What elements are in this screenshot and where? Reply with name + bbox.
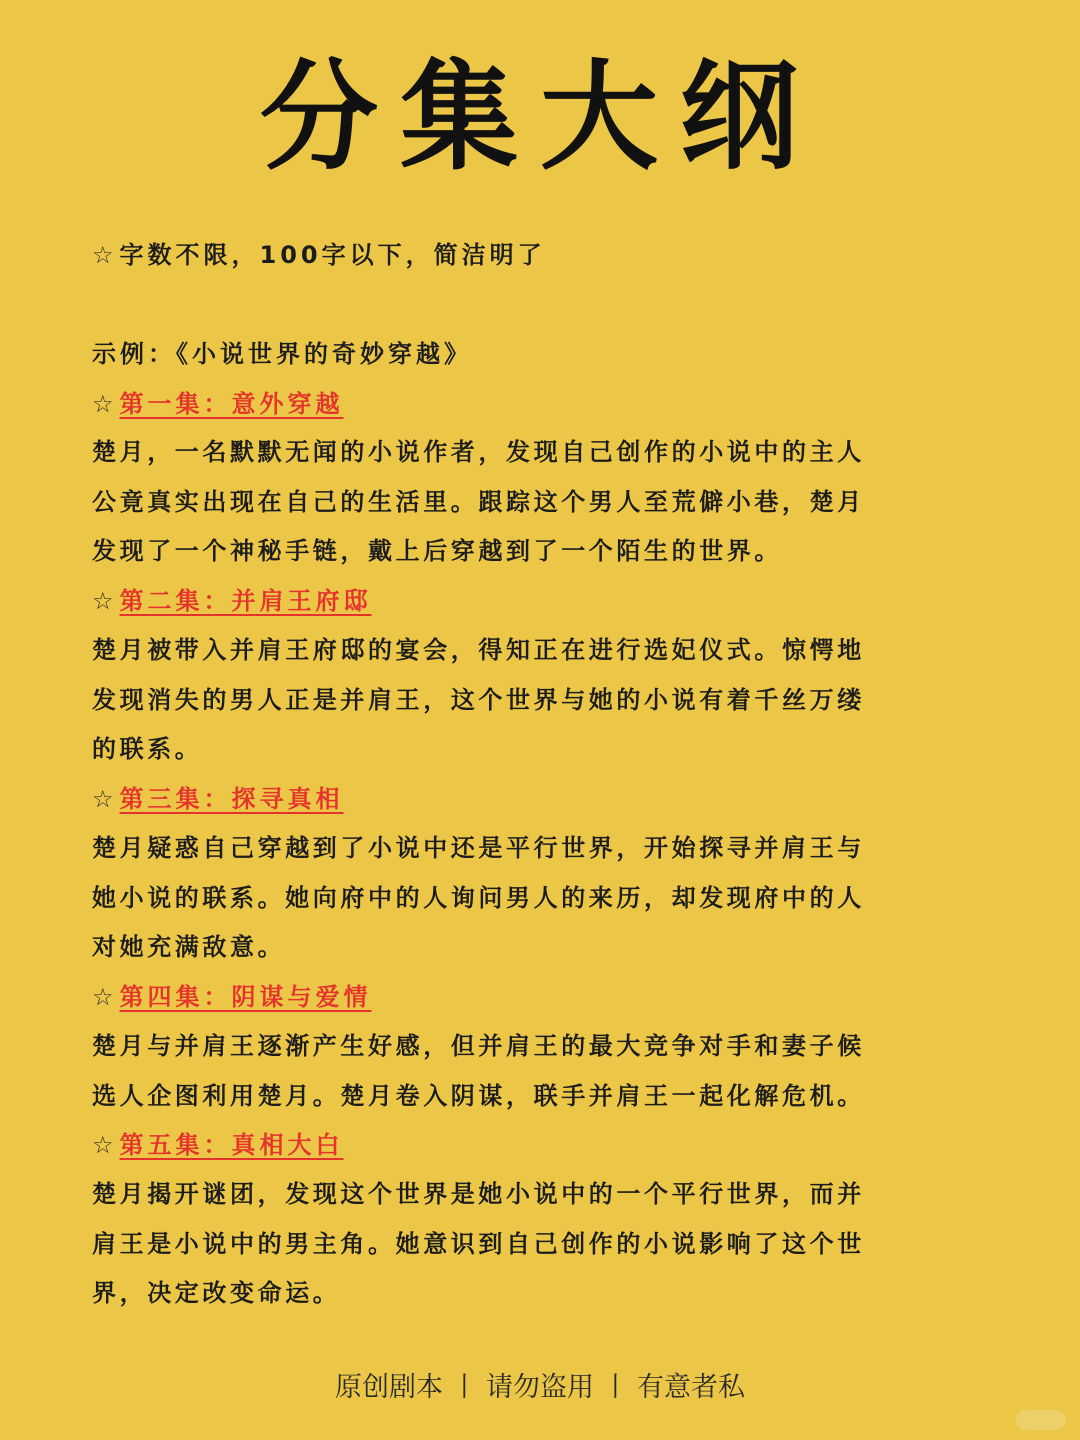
synopsis-line: 的联系。 xyxy=(92,735,203,763)
rule-line xyxy=(92,238,988,272)
episode-heading xyxy=(92,1128,988,1162)
star-icon: ☆ xyxy=(92,241,118,269)
footer-item: 请勿盗用 xyxy=(486,1372,594,1403)
star-icon: ☆ xyxy=(92,983,118,1011)
synopsis-line: 发现了一个神秘手链，戴上后穿越到了一个陌生的世界。 xyxy=(92,537,782,565)
synopsis-line: 楚月被带入并肩王府邸的宴会，得知正在进行选妃仪式。惊愕地 xyxy=(92,636,865,664)
episode-heading xyxy=(92,387,988,421)
star-icon: ☆ xyxy=(92,1131,118,1159)
footer-item: 原创剧本 xyxy=(335,1372,443,1403)
episode-heading xyxy=(92,584,988,618)
page-title: 分集大纲 xyxy=(259,48,820,186)
episode-synopsis xyxy=(92,626,992,775)
episode-title: 第二集：并肩王府邸 xyxy=(119,587,372,615)
episode-synopsis xyxy=(92,1170,992,1319)
episode-title: 第一集：意外穿越 xyxy=(119,390,344,418)
watermark-badge xyxy=(1016,1410,1066,1430)
star-icon: ☆ xyxy=(92,587,118,615)
synopsis-line: 界，决定改变命运。 xyxy=(92,1279,341,1307)
episode-heading xyxy=(92,782,988,816)
synopsis-line: 公竟真实出现在自己的生活里。跟踪这个男人至荒僻小巷，楚月 xyxy=(92,487,865,516)
synopsis-line: 楚月揭开谜团，发现这个世界是她小说中的一个平行世界，而并 xyxy=(92,1180,865,1208)
episode-title: 第三集：探寻真相 xyxy=(119,785,344,813)
footer-notice xyxy=(0,1368,1080,1408)
episode-synopsis xyxy=(92,428,992,577)
synopsis-line: 楚月疑惑自己穿越到了小说中还是平行世界，开始探寻并肩王与 xyxy=(92,834,865,862)
footer-separator: 丨 xyxy=(451,1372,478,1403)
synopsis-line: 楚月，一名默默无闻的小说作者，发现自己创作的小说中的主人 xyxy=(92,438,865,466)
synopsis-line: 她小说的联系。她向府中的人询问男人的来历，却发现府中的人 xyxy=(92,883,865,912)
star-icon: ☆ xyxy=(92,785,118,813)
footer-item: 有意者私 xyxy=(637,1372,745,1403)
episode-title: 第四集：阴谋与爱情 xyxy=(119,983,372,1011)
rule-text: 字数不限，100字以下，简洁明了 xyxy=(119,241,546,269)
episode-heading xyxy=(92,980,988,1014)
episode-synopsis xyxy=(92,1022,992,1121)
synopsis-line: 肩王是小说中的男主角。她意识到自己创作的小说影响了这个世 xyxy=(92,1229,865,1258)
footer-separator: 丨 xyxy=(602,1372,629,1403)
synopsis-line: 对她充满敌意。 xyxy=(92,933,286,961)
episode-title: 第五集：真相大白 xyxy=(119,1131,344,1159)
example-label: 示例：《小说世界的奇妙穿越》 xyxy=(92,340,472,368)
star-icon: ☆ xyxy=(92,390,118,418)
synopsis-line: 选人企图利用楚月。楚月卷入阴谋，联手并肩王一起化解危机。 xyxy=(92,1081,865,1110)
episode-synopsis xyxy=(92,824,992,973)
synopsis-line: 发现消失的男人正是并肩王，这个世界与她的小说有着千丝万缕 xyxy=(92,685,865,714)
synopsis-line: 楚月与并肩王逐渐产生好感，但并肩王的最大竞争对手和妻子候 xyxy=(92,1032,865,1060)
